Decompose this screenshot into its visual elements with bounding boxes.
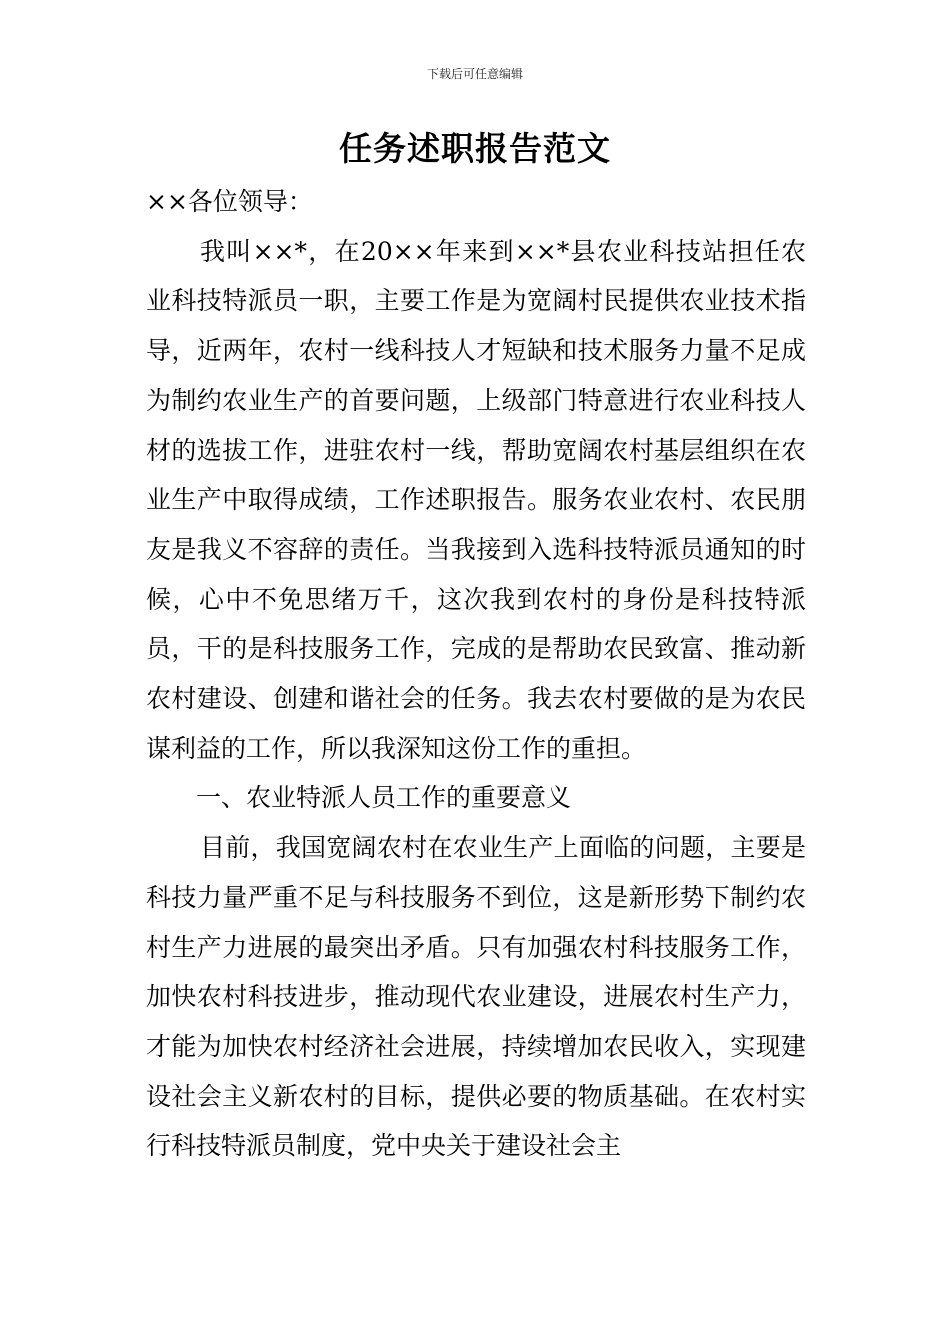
salutation: ××各位领导：	[146, 187, 313, 216]
intro-paragraph: 我叫××*，在20××年来到××*县农业科技站担任农业科技特派员一职，主要工作是为宽阔村民提供农业技术指导，近两年，农村一线科技人才短缺和技术服务力量不足成为制约农业生产的首要问题，上级部门特意进行农业科技人材的选拔工作，进驻农村一线，帮助宽阔农村基层组织在农业生产中取得成绩，工作述职报告。服务农业农村、农民朋友是我义不容辞的责任。当我接到入选科技特派员通知的时候，心中不免思绪万千，这次我到农村的身份是科技特派员，干的是科技服务工作，完成的是帮助农民致富、推动新农村建设、创建和谐社会的任务。我去农村要做的是为农民谋利益的工作，所以我深知这份工作的重担。	[146, 236, 806, 763]
document-body	[146, 177, 806, 1171]
section-paragraph: 目前，我国宽阔农村在农业生产上面临的问题，主要是科技力量严重不足与科技服务不到位，这是新形势下制约农村生产力进展的最突出矛盾。只有加强农村科技服务工作，加快农村科技进步，推动现代农业建设，进展农村生产力，才能为加快农村经济社会进展，持续增加农民收入，实现建设社会主义新农村的目标，提供必要的物质基础。在农村实行科技特派员制度，党中央关于建设社会主	[146, 833, 806, 1161]
section-heading: 一、农业特派人员工作的重要意义	[196, 783, 572, 813]
document-title: 任务述职报告范文	[339, 129, 611, 168]
header-note: 下载后可任意编辑	[426, 67, 523, 81]
